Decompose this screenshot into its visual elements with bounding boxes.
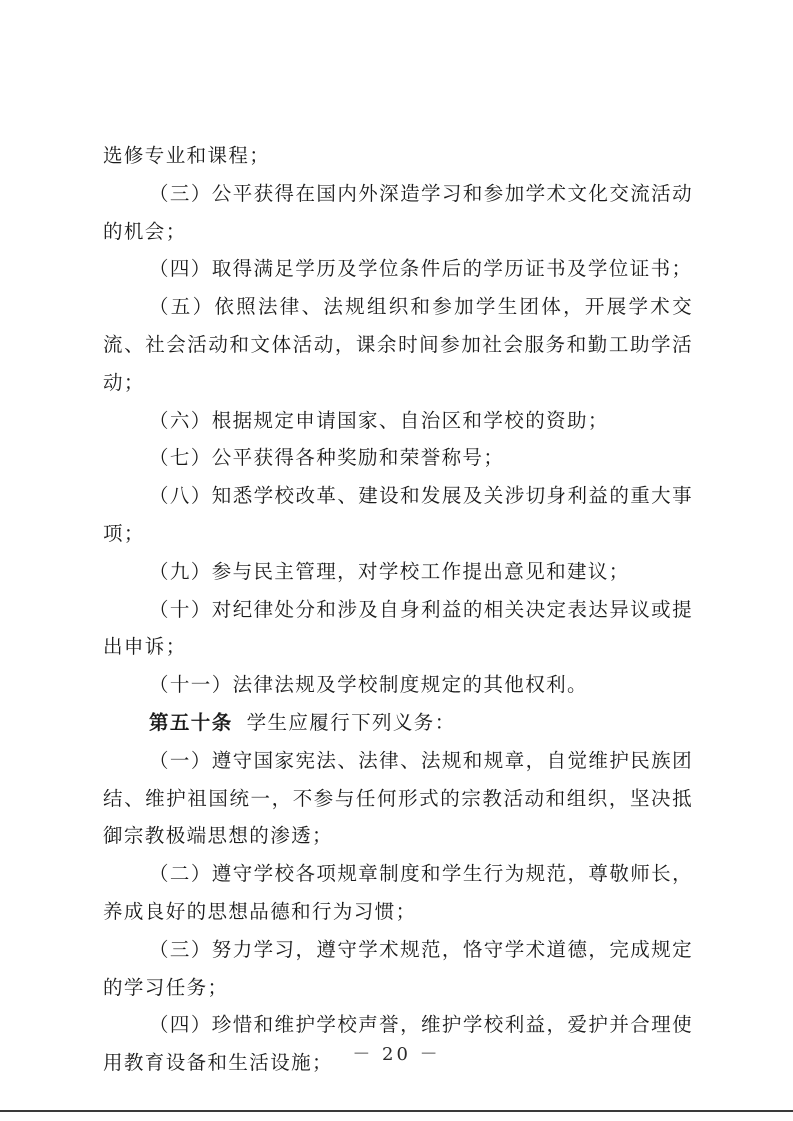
bottom-rule: [0, 1110, 793, 1112]
right-item-5: （五）依照法律、法规组织和参加学生团体，开展学术交流、社会活动和文体活动，课余时间参加社会服务和勤工助学活动；: [103, 295, 693, 394]
right-item-7: （七）公平获得各种奖励和荣誉称号；: [149, 446, 505, 470]
duty-item-2: （二）遵守学校各项规章制度和学生行为规范，尊敬师长，养成良好的思想品德和行为习惯；: [103, 862, 693, 923]
duty-item-1: （一）遵守国家宪法、法律、法规和规章，自觉维护民族团结、维护祖国统一，不参与任何形式的宗教活动和组织，坚决抵御宗教极端思想的渗透；: [103, 748, 693, 848]
right-item-4: （四）取得满足学历及学位条件后的学历证书及学位证书；: [149, 257, 693, 281]
page-number: － 20 －: [352, 1044, 441, 1065]
right-item-11: （十一）法律法规及学校制度规定的其他权利。: [149, 673, 588, 697]
article-text: 学生应履行下列义务：: [246, 710, 456, 734]
article-heading: 第五十条: [149, 710, 233, 734]
article-50: [103, 704, 693, 742]
paragraph-continuation: 选修专业和课程；: [103, 144, 271, 167]
right-item-6: （六）根据规定申请国家、自治区和学校的资助；: [149, 408, 609, 432]
document-body: [103, 137, 693, 1082]
right-item-9: （九）参与民主管理，对学校工作提出意见和建议；: [149, 559, 630, 583]
duty-item-4: （四）珍惜和维护学校声誉，维护学校利益，爱护并合理使用教育设备和生活设施；: [103, 1013, 693, 1075]
duty-item-3: （三）努力学习，遵守学术规范，恪守学术道德，完成规定的学习任务；: [103, 937, 693, 999]
right-item-10: （十）对纪律处分和涉及自身利益的相关决定表达异议或提出申诉；: [103, 597, 693, 659]
right-item-3: （三）公平获得在国内外深造学习和参加学术文化交流活动的机会；: [103, 181, 693, 243]
right-item-8: （八）知悉学校改革、建设和发展及关涉切身利益的重大事项；: [103, 484, 693, 545]
